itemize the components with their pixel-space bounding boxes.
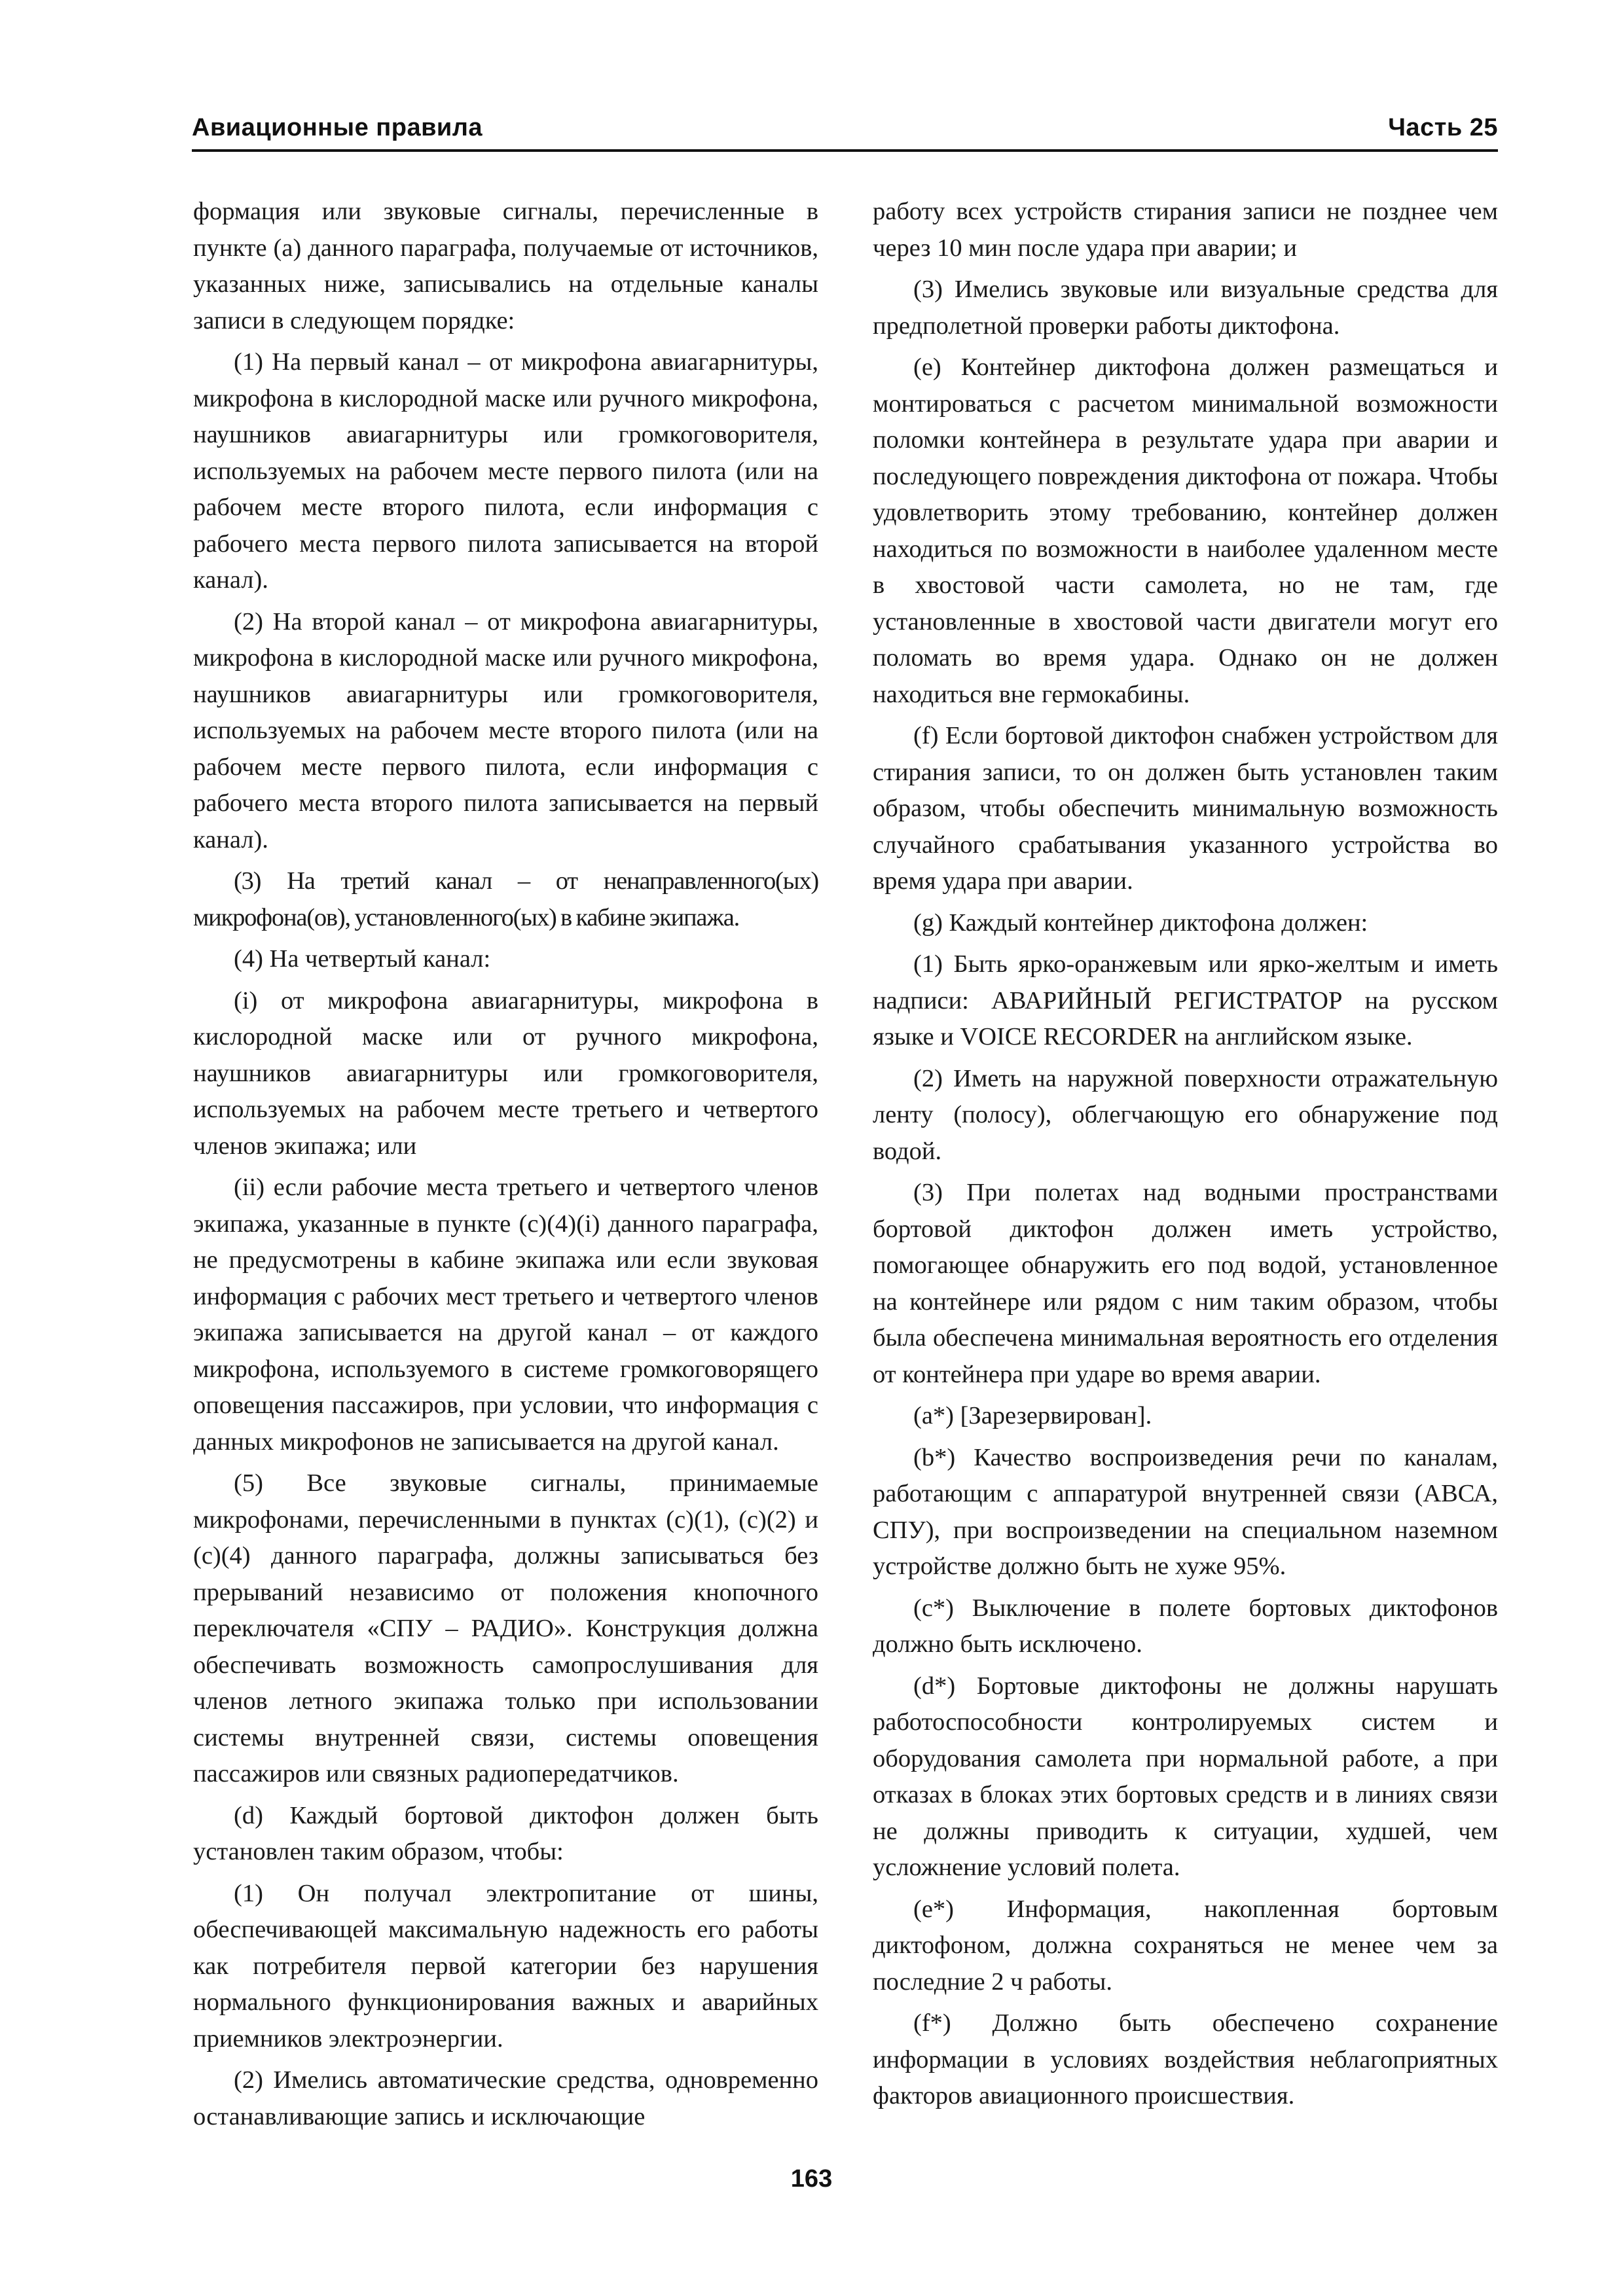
- running-header: [192, 111, 1498, 151]
- page-number: 163: [790, 2165, 833, 2193]
- paragraph: (b*) Качество воспроизведения речи по каналам, работающим с аппаратурой внутренней связи (АВСА, СПУ), при воспроизведении на специальном наземном устройстве должно быть не хуже 95%.: [873, 1443, 1498, 1580]
- paragraph: (2) На второй канал – от микрофона авиагарнитуры, микрофона в кислородной маске или ручного микрофона, наушников авиагарнитуры или громкоговорителя, используемых на рабочем месте второго пилота (или на рабочем месте первого пилота, если информация с рабочего места второго пилота записывается на первый канал).: [193, 607, 818, 853]
- paragraph: (3) При полетах над водными пространствами бортовой диктофон должен иметь устройство, помогающее обнаружить его под водой, установленное на контейнере или рядом с ним таким образом, чтобы была обеспечена минимальная вероятность его отделения от контейнера при ударе во время аварии.: [873, 1179, 1498, 1388]
- paragraph: (f*) Должно быть обеспечено сохранение информации в условиях воздействия неблагоприятных факторов авиационного происшествия.: [873, 2009, 1498, 2109]
- right-column: [873, 194, 1498, 2120]
- paragraph: (d) Каждый бортовой диктофон должен быть установлен таким образом, чтобы:: [193, 1801, 818, 1865]
- header-part: Часть 25: [1388, 114, 1498, 141]
- paragraph: (1) Он получал электропитание от шины, обеспечивающей максимальную надежность его работы как потребителя первой категории без нарушения нормального функционирования важных и аварийных приемников электроэнергии.: [193, 1879, 818, 2053]
- paragraph: (d*) Бортовые диктофоны не должны нарушать работоспособности контролируемых систем и оборудования самолета при нормальной работе, а при отказах в блоках этих бортовых средств и в линиях связи не должны приводить к ситуации, худшей, чем усложнение условий полета.: [873, 1672, 1498, 1881]
- paragraph: (ii) если рабочие места третьего и четвертого членов экипажа, указанные в пункте (с)(4)(i) данного параграфа, не предусмотрены в кабине экипажа или если звуковая информация с рабочих мест третьего и четвертого членов экипажа записывается на другой канал – от каждого микрофона, используемого в системе громкоговорящего оповещения пассажиров, при условии, что информация с данных микрофонов не записывается на другой канал.: [193, 1174, 818, 1456]
- paragraph: (1) На первый канал – от микрофона авиагарнитуры, микрофона в кислородной маске или ручного микрофона, наушников авиагарнитуры или громкоговорителя, используемых на рабочем месте первого пилота (или на рабочем месте второго пилота, если информация с рабочего места первого пилота записывается на второй канал).: [193, 348, 818, 594]
- paragraph: (g) Каждый контейнер диктофона должен:: [913, 908, 1368, 937]
- paragraph: (а*) [Зарезервирован].: [913, 1402, 1152, 1429]
- left-column: [193, 194, 818, 2140]
- paragraph: (1) Быть ярко-оранжевым или ярко-желтым и иметь надписи: АВАРИЙНЫЙ РЕГИСТРАТОР на русском языке и VOICE RECORDER на английском языке.: [873, 950, 1498, 1050]
- paragraph: (3) На третий канал – от ненаправленного(ых) микрофона(ов), установленного(ых) в кабине экипажа.: [193, 867, 818, 931]
- paragraph: (е*) Информация, накопленная бортовым диктофоном, должна сохраняться не менее чем за последние 2 ч работы.: [873, 1895, 1498, 1996]
- paragraph: (5) Все звуковые сигналы, принимаемые микрофонами, перечисленными в пунктах (с)(1), (с)(2) и (с)(4) данного параграфа, должны записываться без прерываний независимо от положения кнопочного переключателя «СПУ – РАДИО». Конструкция должна обеспечивать возможность самопрослушивания для членов летного экипажа только при использовании системы внутренней связи, системы оповещения пассажиров или связных радиопередатчиков.: [193, 1469, 818, 1787]
- header-rule: [192, 149, 1498, 152]
- paragraph: (с*) Выключение в полете бортовых диктофонов должно быть исключено.: [873, 1594, 1498, 1658]
- paragraph: (2) Имелись автоматические средства, одновременно останавливающие запись и исключающие: [193, 2066, 818, 2130]
- paragraph: (f) Если бортовой диктофон снабжен устройством для стирания записи, то он должен быть установлен таким образом, чтобы обеспечить минимальную возможность случайного срабатывания указанного устройства во время удара при аварии.: [873, 722, 1498, 895]
- paragraph: (2) Иметь на наружной поверхности отражательную ленту (полосу), облегчающую его обнаружение под водой.: [873, 1064, 1498, 1165]
- paragraph: формация или звуковые сигналы, перечисленные в пункте (а) данного параграфа, получаемые от источников, указанных ниже, записывались на отдельные каналы записи в следующем порядке:: [193, 198, 818, 334]
- header-title: Авиационные правила: [192, 114, 483, 141]
- paragraph: (4) На четвертый канал:: [234, 945, 491, 973]
- paragraph: (i) от микрофона авиагарнитуры, микрофона в кислородной маске или от ручного микрофона, наушников авиагарнитуры или громкоговорителя, используемых на рабочем месте третьего и четвертого членов экипажа; или: [193, 986, 818, 1160]
- paragraph: (е) Контейнер диктофона должен размещаться и монтироваться с расчетом минимальной возможности поломки контейнера в результате удара при аварии и последующего повреждения диктофона от пожара. Чтобы удовлетворить этому требованию, контейнер должен находиться по возможности в наиболее удаленном месте в хвостовой части самолета, но не там, где установленные в хвостовой части двигатели могут его поломать во время удара. Однако он не должен находиться вне гермокабины.: [873, 353, 1498, 708]
- paragraph: работу всех устройств стирания записи не позднее чем через 10 мин после удара при аварии; и: [873, 198, 1498, 262]
- paragraph: (3) Имелись звуковые или визуальные средства для предполетной проверки работы диктофона.: [873, 276, 1498, 340]
